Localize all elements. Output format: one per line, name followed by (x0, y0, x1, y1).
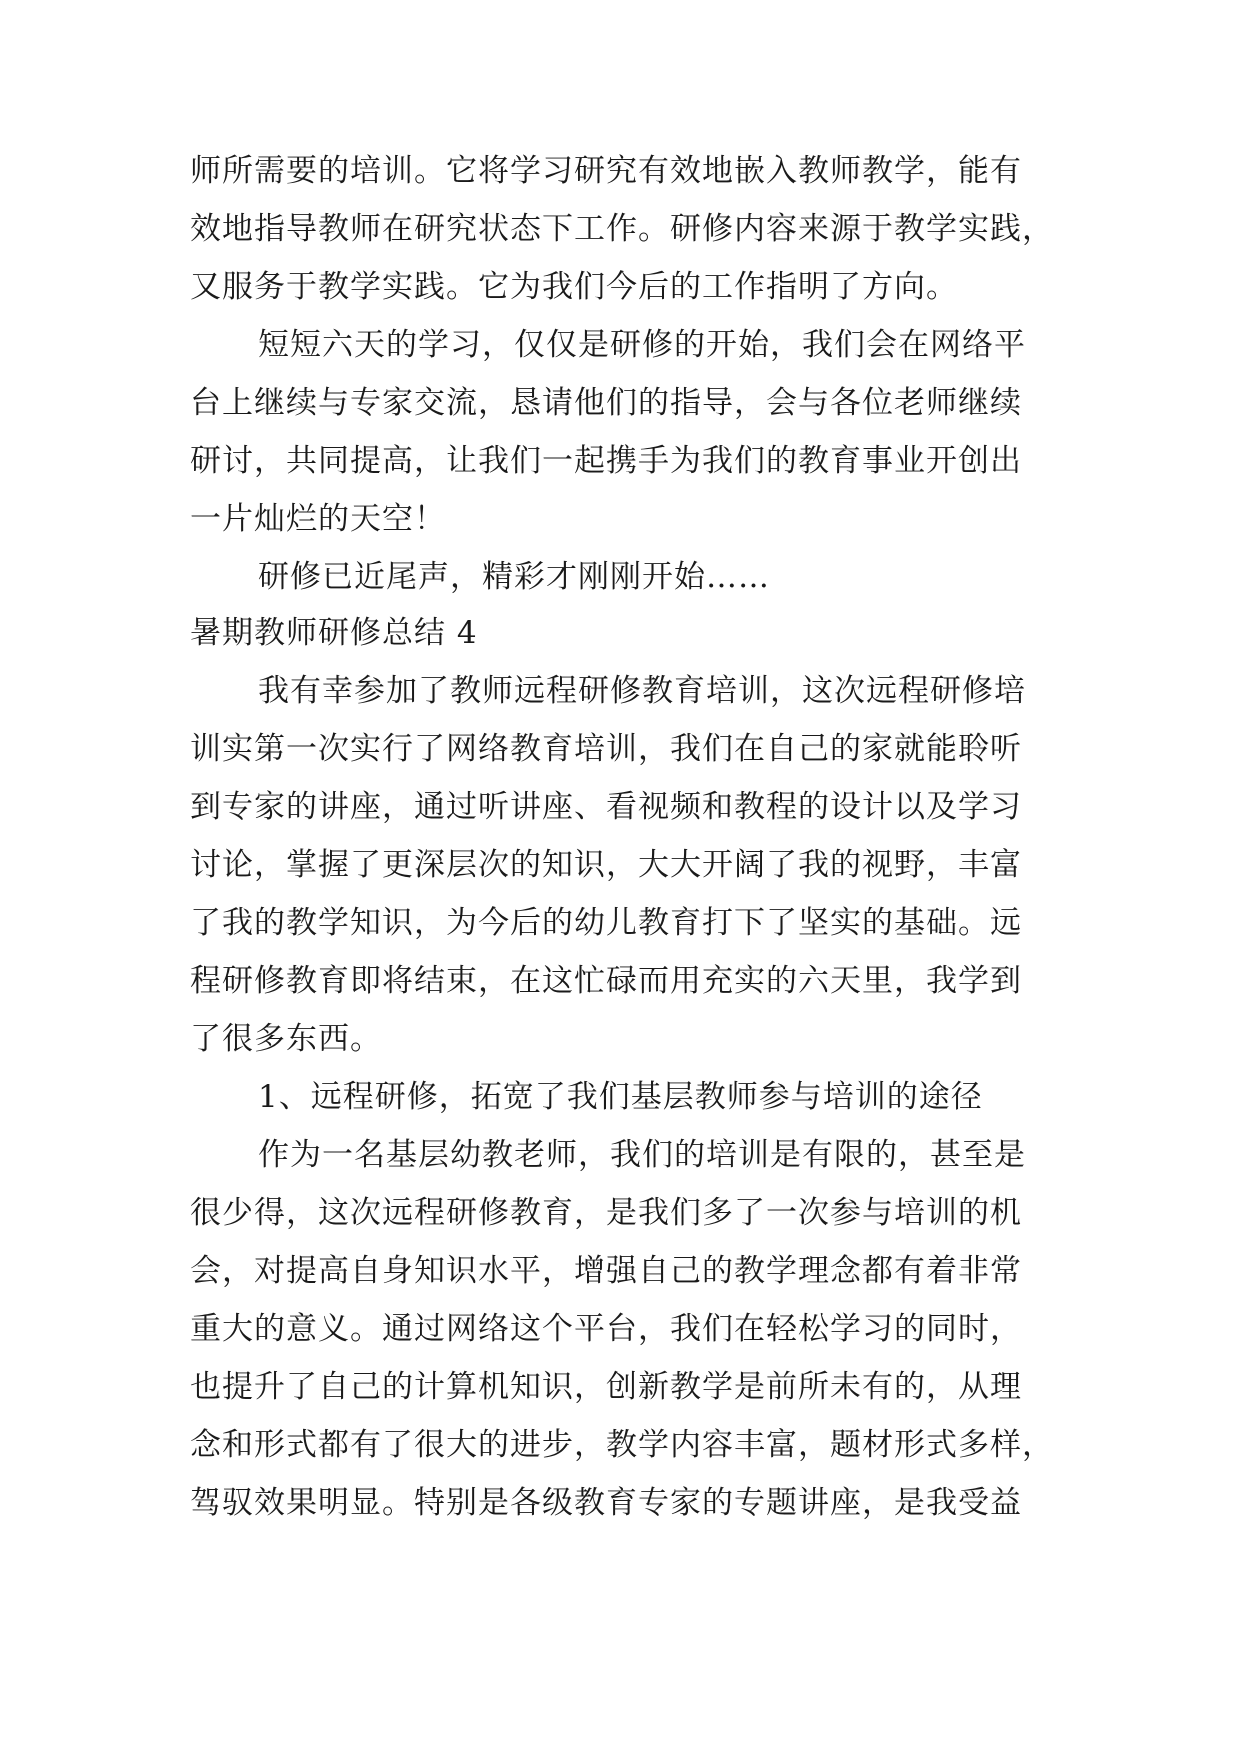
text-line: 程研修教育即将结束，在这忙碌而用充实的六天里，我学到 (190, 963, 1022, 999)
subheading: 1、远程研修，拓宽了我们基层教师参与培训的途径 (258, 1079, 983, 1115)
text-line: 讨论，掌握了更深层次的知识，大大开阔了我的视野，丰富 (190, 847, 1022, 883)
text-line: 师所需要的培训。它将学习研究有效地嵌入教师教学，能有 (190, 153, 1022, 189)
text-line: 重大的意义。通过网络这个平台，我们在轻松学习的同时， (190, 1311, 1022, 1347)
section-heading: 暑期教师研修总结 4 (190, 615, 478, 651)
text-line: 驾驭效果明显。特别是各级教育专家的专题讲座，是我受益 (190, 1485, 1022, 1521)
text-line: 效地指导教师在研究状态下工作。研修内容来源于教学实践， (190, 211, 1054, 247)
text-line: 到专家的讲座，通过听讲座、看视频和教程的设计以及学习 (190, 789, 1022, 825)
text-line: 也提升了自己的计算机知识，创新教学是前所未有的，从理 (190, 1369, 1022, 1405)
text-line: 研讨，共同提高，让我们一起携手为我们的教育事业开创出 (190, 443, 1022, 479)
text-line: 一片灿烂的天空！ (190, 501, 446, 537)
text-line: 了我的教学知识，为今后的幼儿教育打下了坚实的基础。远 (190, 905, 1022, 941)
text-line: 很少得，这次远程研修教育，是我们多了一次参与培训的机 (190, 1195, 1022, 1231)
text-line: 了很多东西。 (190, 1021, 382, 1057)
text-line: 作为一名基层幼教老师，我们的培训是有限的，甚至是 (258, 1137, 1026, 1173)
text-line: 念和形式都有了很大的进步，教学内容丰富，题材形式多样， (190, 1427, 1054, 1463)
text-line: 台上继续与专家交流，恳请他们的指导，会与各位老师继续 (190, 385, 1022, 421)
text-line: 训实第一次实行了网络教育培训，我们在自己的家就能聆听 (190, 731, 1022, 767)
text-line: 我有幸参加了教师远程研修教育培训，这次远程研修培 (258, 673, 1026, 709)
text-line: 研修已近尾声，精彩才刚刚开始…… (258, 559, 770, 595)
text-line: 又服务于教学实践。它为我们今后的工作指明了方向。 (190, 269, 958, 305)
text-line: 短短六天的学习，仅仅是研修的开始，我们会在网络平 (258, 327, 1026, 363)
text-line: 会，对提高自身知识水平，增强自己的教学理念都有着非常 (190, 1253, 1022, 1289)
